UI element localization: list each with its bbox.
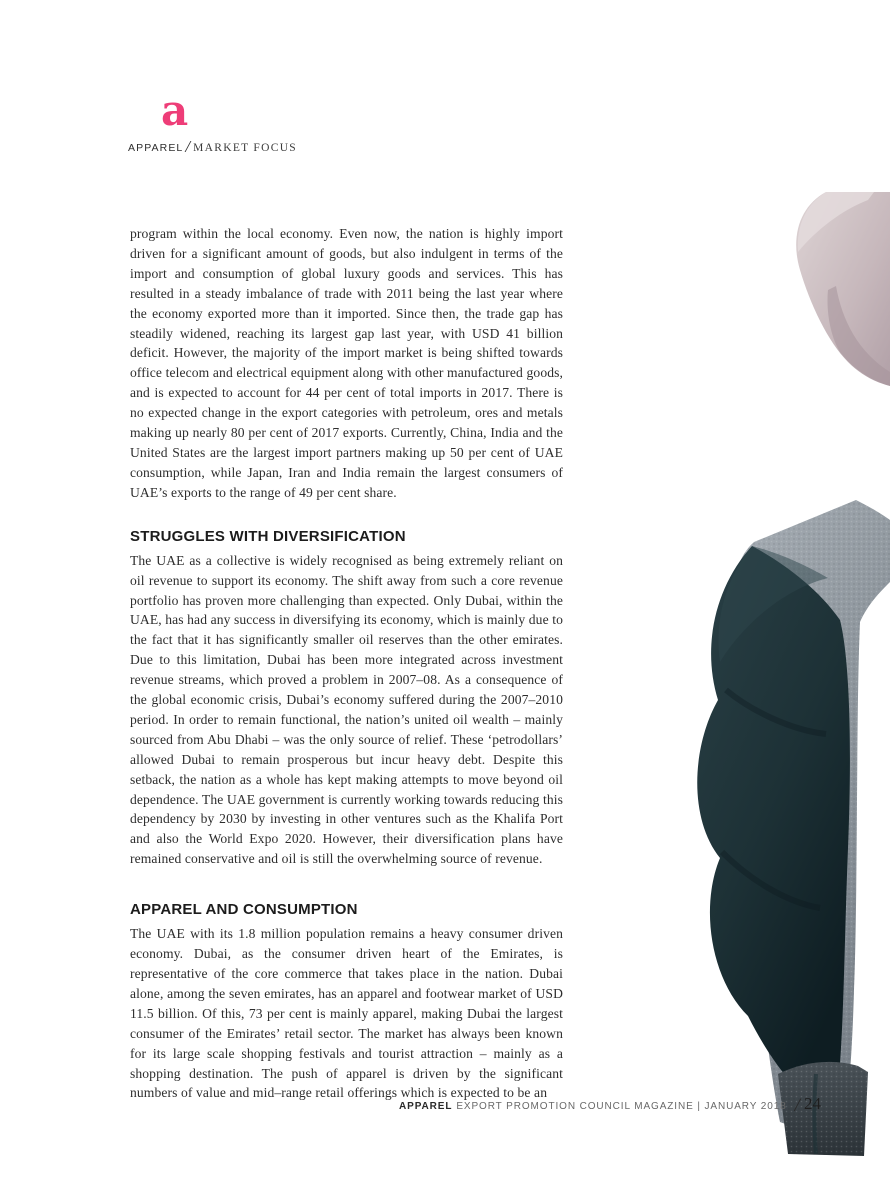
photo-teal-drape — [697, 546, 850, 1104]
footer-slash-divider: / — [794, 1095, 800, 1116]
section-body-apparel-consumption: The UAE with its 1.8 million population remains a heavy consumer driven economy. Dubai, as the consumer driven heart of the Emirates, is representative of the core commerce that takes place in the nation. Dubai alone, among the seven emirates, has an apparel and footwear market of USD 11.5 billion. Of this, 73 per cent is mainly apparel, making Dubai the largest consumer of the Emirates’ retail sector. The market has always been known for its large scale shopping festivals and tourist attraction – mainly as a shopping destination. The push of apparel is driven by the significant numbers of value and mid–range retail offerings which is expected to be an — [130, 926, 563, 1101]
section-heading-apparel-and-consumption: APPAREL AND CONSUMPTION — [130, 901, 358, 919]
footer-magazine-title: EXPORT PROMOTION COUNCIL MAGAZINE | JANUARY 2018 — [456, 1101, 787, 1112]
brand-logo-a-icon: a — [161, 86, 189, 135]
section-body-diversification: The UAE as a collective is widely recognised as being extremely reliant on oil revenue to support its economy. The shift away from such a core revenue portfolio has proven more challenging than expected. Only Dubai, within the UAE, has had any success in diversifying its economy, which is mainly due to the fact that it has significantly smaller oil reserves than the other emirates. Due to this limitation, Dubai has been more integrated across investment revenue streams, which proved a problem in 2007–08. As a consequence of the global economic crisis, Dubai’s economy suffered during the 2007–2010 period. In order to remain functional, the nation’s united oil wealth – mainly sourced from Abu Dhabi – was the only source of relief. These ‘petrodollars’ allowed Dubai to remain prosperous but incur heavy debt. Despite this setback, the nation as a whole has kept making attempts to move beyond oil dependence. The UAE government is currently working towards reducing this dependency by 2030 by investing in other ventures such as the Khalifa Port and also the World Expo 2020. However, their diversification plans have remained conservative and oil is still the overwhelming source of revenue. — [130, 552, 563, 867]
photo-headscarf — [796, 192, 890, 386]
model-photo — [630, 190, 890, 1170]
masthead-tagline — [128, 136, 297, 156]
footer-page-number: 24 — [803, 1094, 821, 1113]
article-intro-paragraph: program within the local economy. Even now, the nation is highly import driven for a significant amount of goods, but also indulgent in terms of the import and consumption of global luxury goods and services. This has resulted in a steady imbalance of trade with 2011 being the last year where the economy exported more than it imported. Since then, the trade gap has steadily widened, reaching its largest gap last year, with USD 41 billion deficit. However, the majority of the import market is being shifted towards office telecom and electrical equipment along with other manufactured goods, and is expected to account for 44 per cent of total imports in 2017. There is no expected change in the export categories with petroleum, ores and metals making up nearly 80 per cent of 2017 exports. Currently, China, India and the United States are the largest import partners making up 50 per cent of UAE consumption, while Japan, Iran and India remain the largest consumers of UAE’s exports to the range of 49 per cent share. — [130, 226, 563, 500]
footer-magazine-brand: APPAREL — [399, 1101, 453, 1112]
page-footer — [399, 1093, 821, 1115]
section-heading-struggles-with-diversification: STRUGGLES WITH DIVERSIFICATION — [130, 527, 406, 545]
article-column — [130, 224, 563, 1103]
tagline-market-focus: MARKET FOCUS — [193, 142, 298, 154]
tagline-apparel: APPAREL — [128, 142, 184, 154]
tagline-slash-divider: / — [185, 137, 191, 156]
